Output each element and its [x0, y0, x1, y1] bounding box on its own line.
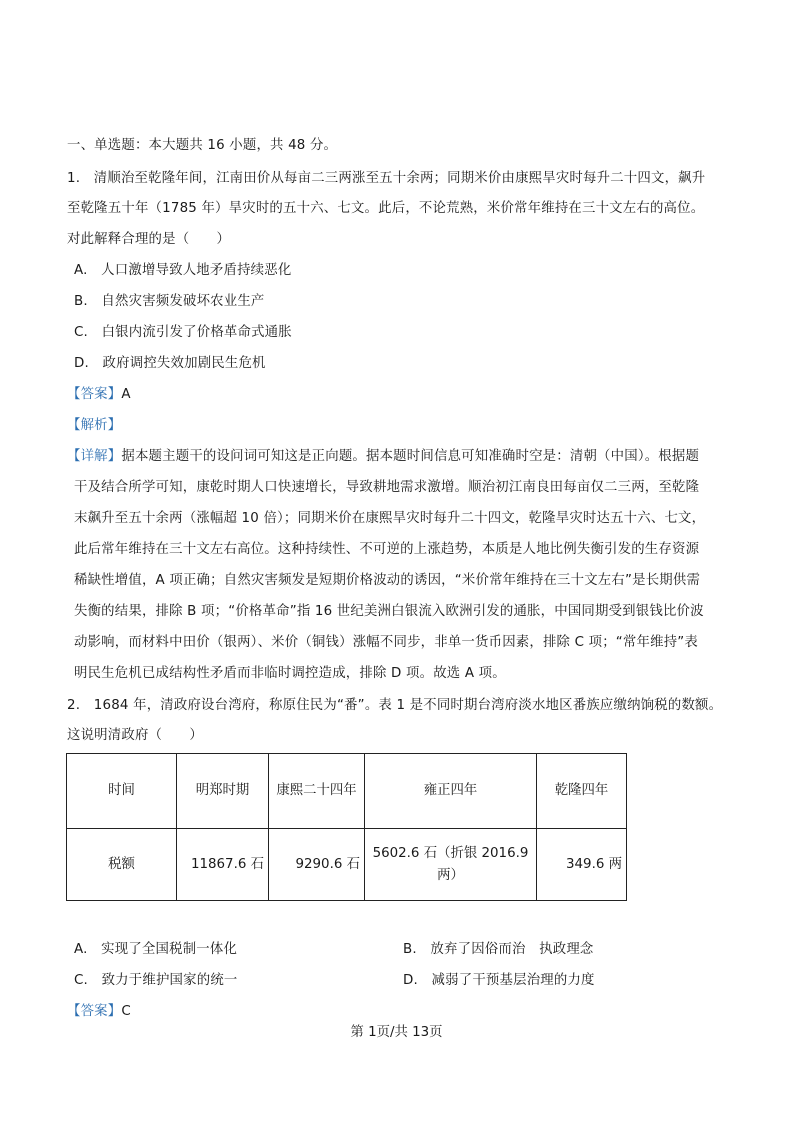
- detail-text: 据本题主题干的设问词可知这是正向题。据本题时间信息可知准确时空是：清朝（中国）。根据题: [121, 449, 700, 464]
- q2-option-a: A. 实现了全国税制一体化: [74, 942, 238, 957]
- q1-option-d: D. 政府调控失效加剧民生危机: [74, 356, 266, 371]
- q1-stem-line-2: 至乾隆五十年（1785 年）旱灾时的五十六、七文。此后，不论荒熟，米价常年维持在三十文左右的高位。: [67, 201, 705, 216]
- table-header-cell: 时间: [67, 754, 177, 829]
- answer-tag: 【答案】: [67, 1004, 122, 1019]
- section-header: 一、单选题：本大题共 16 小题，共 48 分。: [67, 138, 338, 153]
- q1-stem-line-1: 1. 清顺治至乾隆年间，江南田价从每亩二三两涨至五十余两；同期米价由康熙旱灾时每升二十四文，飙升: [67, 171, 706, 186]
- answer-value: A: [121, 387, 131, 402]
- q1-option-b: B. 自然灾害频发破坏农业生产: [74, 294, 265, 309]
- q1-detail-line-1: [67, 448, 699, 466]
- q1-stem-line-3: 对此解释合理的是（ ）: [67, 232, 231, 247]
- analysis-tag: 【解析】: [67, 418, 122, 433]
- q2-stem-line-1: 2. 1684 年，清政府设台湾府，称原住民为“番”。表 1 是不同时期台湾府淡水地区番族应缴纳饷税的数额。: [67, 698, 723, 713]
- table-cell: 349.6 两: [537, 829, 627, 901]
- table-cell: 11867.6 石: [177, 829, 269, 901]
- table-header-cell: 乾隆四年: [537, 754, 627, 829]
- table-cell: 9290.6 石: [269, 829, 365, 901]
- q2-option-b: B. 放弃了因俗而治 执政理念: [403, 942, 594, 957]
- q2-option-c: C. 致力于维护国家的统一: [74, 973, 238, 988]
- q1-option-c: C. 白银内流引发了价格革命式通胀: [74, 325, 292, 340]
- table-header-cell: 雍正四年: [365, 754, 537, 829]
- table-header-row: [67, 754, 627, 829]
- q1-detail-line-8: 明民生危机已成结构性矛盾而非临时调控造成，排除 D 项。故选 A 项。: [74, 666, 506, 681]
- table-row: [67, 829, 627, 901]
- q1-detail-line-6: 失衡的结果，排除 B 项；“价格革命”指 16 世纪美洲白银流入欧洲引发的通胀，中国同期受到银钱比价波: [74, 604, 704, 619]
- q1-detail-line-7: 动影响，而材料中田价（银两）、米价（铜钱）涨幅不同步，非单一货币因素，排除 C 项；“常年维持”表: [74, 635, 699, 650]
- detail-tag: 【详解】: [67, 449, 122, 464]
- q2-option-d: D. 减弱了干预基层治理的力度: [403, 973, 595, 988]
- q2-answer: [67, 1003, 131, 1021]
- q1-detail-line-5: 稀缺性增值，A 项正确；自然灾害频发是短期价格波动的诱因，“米价常年维持在三十文左右”是长期供需: [74, 573, 701, 588]
- table-cell: 5602.6 石（折银 2016.9 两）: [365, 829, 537, 901]
- q1-option-a: A. 人口激增导致人地矛盾持续恶化: [74, 263, 292, 278]
- page-number: 第 1页/共 13页: [350, 1025, 443, 1040]
- tax-table: [66, 753, 627, 901]
- q1-analysis-heading: [67, 417, 121, 435]
- q2-stem-line-2: 这说明清政府（ ）: [67, 728, 203, 743]
- q1-detail-line-2: 干及结合所学可知，康乾时期人口快速增长，导致耕地需求激增。顺治初江南良田每亩仅二三两，至乾隆: [74, 480, 700, 495]
- q1-detail-line-4: 此后常年维持在三十文左右高位。这种持续性、不可逆的上涨趋势，本质是人地比例失衡引发的生存资源: [74, 542, 700, 557]
- answer-value: C: [121, 1004, 131, 1019]
- table-row-label: 税额: [67, 829, 177, 901]
- table-header-cell: 康熙二十四年: [269, 754, 365, 829]
- q1-answer: [67, 386, 131, 404]
- answer-tag: 【答案】: [67, 387, 122, 402]
- table-header-cell: 明郑时期: [177, 754, 269, 829]
- q1-detail-line-3: 末飙升至五十余两（涨幅超 10 倍）；同期米价在康熙旱灾时每升二十四文，乾隆旱灾时达五十六、七文，: [74, 511, 706, 526]
